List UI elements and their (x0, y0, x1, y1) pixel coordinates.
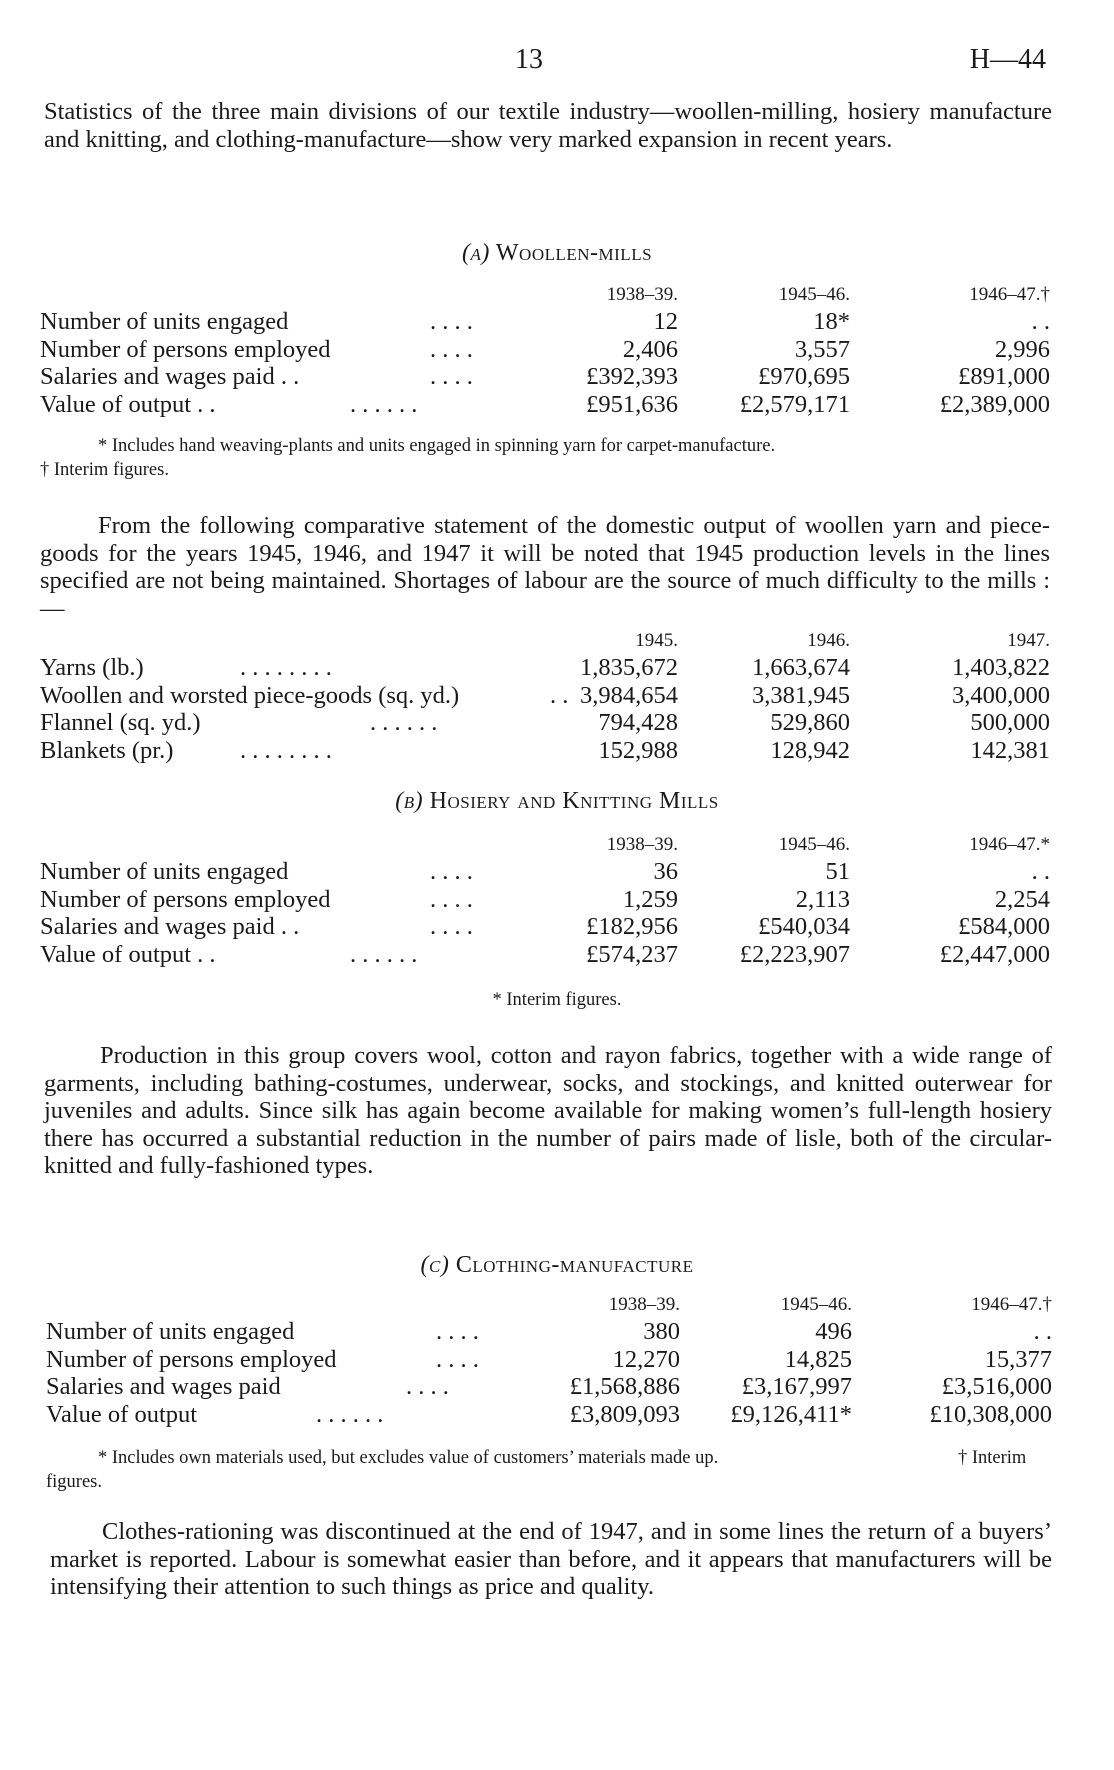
leader-dots: . . . . . . (350, 390, 418, 418)
cell-value: £2,389,000 (939, 390, 1050, 418)
table-row (46, 1346, 1052, 1374)
footnote: * Includes hand weaving-plants and units engaged in spinning yarn for carpet-manufacture. (98, 436, 776, 456)
production-paragraph: Production in this group covers wool, cotton and rayon fabrics, together with a wide range of garments, including bathing-costumes, underwear, socks, and stockings, and knitted outerwear for juveniles and adults. Since silk has again become available for making women’s full-length hosiery there has occurred a substantial reduction in the number of pairs made of lisle, both of the circular-knitted and fully-fashioned types. (44, 1042, 1052, 1179)
footnote-continuation: figures. (46, 1472, 102, 1492)
row-label: Woollen and worsted piece-goods (sq. yd.) (40, 681, 460, 709)
row-label: Number of units engaged (40, 308, 289, 335)
leader-dots: . . . . . . (316, 1400, 384, 1428)
cell-value: 3,984,654 (580, 681, 678, 709)
cell-value: £3,809,093 (569, 1400, 680, 1428)
leader-dots: . . . . . . . . (240, 736, 332, 764)
section-a-title (0, 240, 1114, 267)
column-header: 1945–46. (780, 1294, 852, 1315)
row-label: Blankets (pr.) (40, 736, 174, 764)
column-header: 1947. (1007, 630, 1050, 651)
table-row (40, 913, 1050, 941)
cell-value: 36 (653, 858, 678, 885)
cell-value: £2,223,907 (739, 940, 850, 968)
cell-value: £9,126,411* (730, 1400, 852, 1428)
row-label: Value of output . . (40, 940, 216, 968)
table-header-row (40, 284, 1050, 308)
column-header: 1946–47.* (969, 834, 1050, 855)
cell-value: 794,428 (598, 709, 678, 736)
table-row (46, 1373, 1052, 1401)
cell-value: 142,381 (970, 736, 1050, 764)
cell-value: £1,568,886 (569, 1373, 680, 1400)
row-label: Number of persons employed (40, 335, 331, 363)
cell-value: 1,403,822 (952, 654, 1050, 681)
row-label: Salaries and wages paid (46, 1373, 281, 1400)
intro-paragraph: Statistics of the three main divisions of our textile industry—woollen-milling, hosiery manufacture and knitting, and clothing-manufacture—show very marked expansion in recent years. (44, 98, 1052, 153)
table-row (40, 336, 1050, 364)
table-row (40, 858, 1050, 886)
row-label: Number of persons employed (40, 885, 331, 913)
cell-value: 12 (653, 308, 678, 335)
table-row (40, 363, 1050, 391)
column-header: 1946. (807, 630, 850, 651)
section-a-heading: Woollen-mills (495, 240, 653, 266)
cell-value: . . (1031, 308, 1050, 335)
row-label: Number of units engaged (40, 858, 289, 885)
cell-value: £540,034 (758, 913, 850, 940)
table-row (40, 391, 1050, 419)
cell-value: 2,406 (622, 335, 678, 363)
cell-value: £182,956 (586, 913, 678, 940)
cell-value: . . (1031, 858, 1050, 885)
hosiery-mills-table (40, 834, 1050, 968)
column-header: 1946–47.† (969, 284, 1050, 305)
table-row (40, 308, 1050, 336)
cell-value: 380 (643, 1318, 680, 1345)
leader-dots: . . . . (430, 363, 473, 390)
column-header: 1938–39. (608, 1294, 680, 1315)
cell-value: £2,579,171 (739, 390, 850, 418)
cell-value: 1,835,672 (580, 654, 678, 681)
cell-value: 12,270 (612, 1345, 680, 1373)
column-header: 1945–46. (778, 284, 850, 305)
cell-value: 2,254 (994, 885, 1050, 913)
cell-value: £3,167,997 (741, 1373, 852, 1400)
clothing-manufacture-table (46, 1294, 1052, 1428)
leader-dots: . . . . (430, 308, 473, 335)
table-row (40, 654, 1050, 682)
cell-value: £10,308,000 (929, 1400, 1052, 1428)
table-row (46, 1318, 1052, 1346)
cell-value: £392,393 (586, 363, 678, 390)
cell-value: 496 (815, 1318, 852, 1345)
section-c-letter: (c) (420, 1252, 450, 1278)
cell-value: 3,400,000 (952, 681, 1050, 709)
row-label: Flannel (sq. yd.) (40, 709, 201, 736)
page-number: 13 (515, 44, 543, 75)
section-b-title (0, 788, 1114, 815)
column-header: 1945. (635, 630, 678, 651)
table-header-row (40, 834, 1050, 858)
cell-value: 3,557 (794, 335, 850, 363)
row-label: Value of output . . (40, 390, 216, 418)
leader-dots: . . . . . . (370, 709, 438, 736)
cell-value: 2,996 (994, 335, 1050, 363)
footnote: * Interim figures. (492, 990, 622, 1010)
cell-value: 1,259 (622, 885, 678, 913)
leader-dots: . . . . . . . . (240, 654, 332, 681)
table-header-row (46, 1294, 1052, 1318)
row-label: Salaries and wages paid . . (40, 363, 300, 390)
leader-dots: . . . . . . (350, 940, 418, 968)
cell-value: 529,860 (770, 709, 850, 736)
cell-value: 14,825 (784, 1345, 852, 1373)
closing-paragraph: Clothes-rationing was discontinued at the end of 1947, and in some lines the return of a buyers’ market is reported. Labour is somewhat easier than before, and it appears that manufacturers will be intensifying their attention to such things as price and quality. (50, 1518, 1052, 1600)
row-label: Salaries and wages paid . . (40, 913, 300, 940)
footnote: * Includes own materials used, but excludes value of customers’ materials made up. (98, 1448, 719, 1468)
section-b-letter: (b) (395, 788, 424, 814)
table-row (40, 886, 1050, 914)
section-b-heading: Hosiery and Knitting Mills (429, 788, 719, 814)
section-a-letter: (a) (461, 240, 490, 266)
cell-value: £3,516,000 (941, 1373, 1052, 1400)
cell-value: 128,942 (770, 736, 850, 764)
row-label: Value of output (46, 1400, 198, 1428)
row-label: Number of persons employed (46, 1345, 337, 1373)
footnote-dagger: † Interim (958, 1448, 1027, 1468)
table-header-row (40, 630, 1050, 654)
cell-value: £891,000 (958, 363, 1050, 390)
yarn-output-table (40, 630, 1050, 764)
leader-dots: . . . . (430, 913, 473, 940)
comparative-paragraph: From the following comparative statement of the domestic output of woollen yarn and piece-goods for the years 1945, 1946, and 1947 it will be noted that 1945 production levels in the lines specified are not being maintained. Shortages of labour are the source of much difficulty to the mills :— (40, 512, 1050, 622)
cell-value: 18* (813, 308, 850, 335)
leader-dots: . . . . (436, 1318, 479, 1345)
table-row (40, 737, 1050, 765)
page-header (0, 44, 1114, 80)
leader-dots: . . . . (430, 885, 473, 913)
section-c-heading: Clothing-manufacture (455, 1252, 694, 1278)
column-header: 1938–39. (606, 284, 678, 305)
cell-value: £574,237 (586, 940, 678, 968)
cell-value: 15,377 (984, 1345, 1052, 1373)
column-header: 1945–46. (778, 834, 850, 855)
section-c-title (0, 1252, 1114, 1279)
cell-value: £970,695 (758, 363, 850, 390)
leader-dots: . . . . (406, 1373, 449, 1400)
column-header: 1946–47.† (971, 1294, 1052, 1315)
leader-dots: . . . . (430, 858, 473, 885)
table-row (40, 682, 1050, 710)
table-row (40, 709, 1050, 737)
cell-value: £951,636 (586, 390, 678, 418)
cell-value: 3,381,945 (752, 681, 850, 709)
cell-value: £584,000 (958, 913, 1050, 940)
cell-value: 500,000 (970, 709, 1050, 736)
page-code: H—44 (969, 44, 1046, 75)
cell-value: . . (1033, 1318, 1052, 1345)
cell-value: 2,113 (795, 885, 850, 913)
footnote: † Interim figures. (40, 460, 169, 480)
woollen-mills-table (40, 284, 1050, 418)
leader-dots: . . . . (436, 1345, 479, 1373)
leader-dots: . . (550, 681, 569, 709)
cell-value: 1,663,674 (752, 654, 850, 681)
table-row (46, 1401, 1052, 1429)
row-label: Yarns (lb.) (40, 654, 144, 681)
table-row (40, 941, 1050, 969)
column-header: 1938–39. (606, 834, 678, 855)
leader-dots: . . . . (430, 335, 473, 363)
row-label: Number of units engaged (46, 1318, 295, 1345)
cell-value: £2,447,000 (939, 940, 1050, 968)
cell-value: 152,988 (598, 736, 678, 764)
cell-value: 51 (825, 858, 850, 885)
